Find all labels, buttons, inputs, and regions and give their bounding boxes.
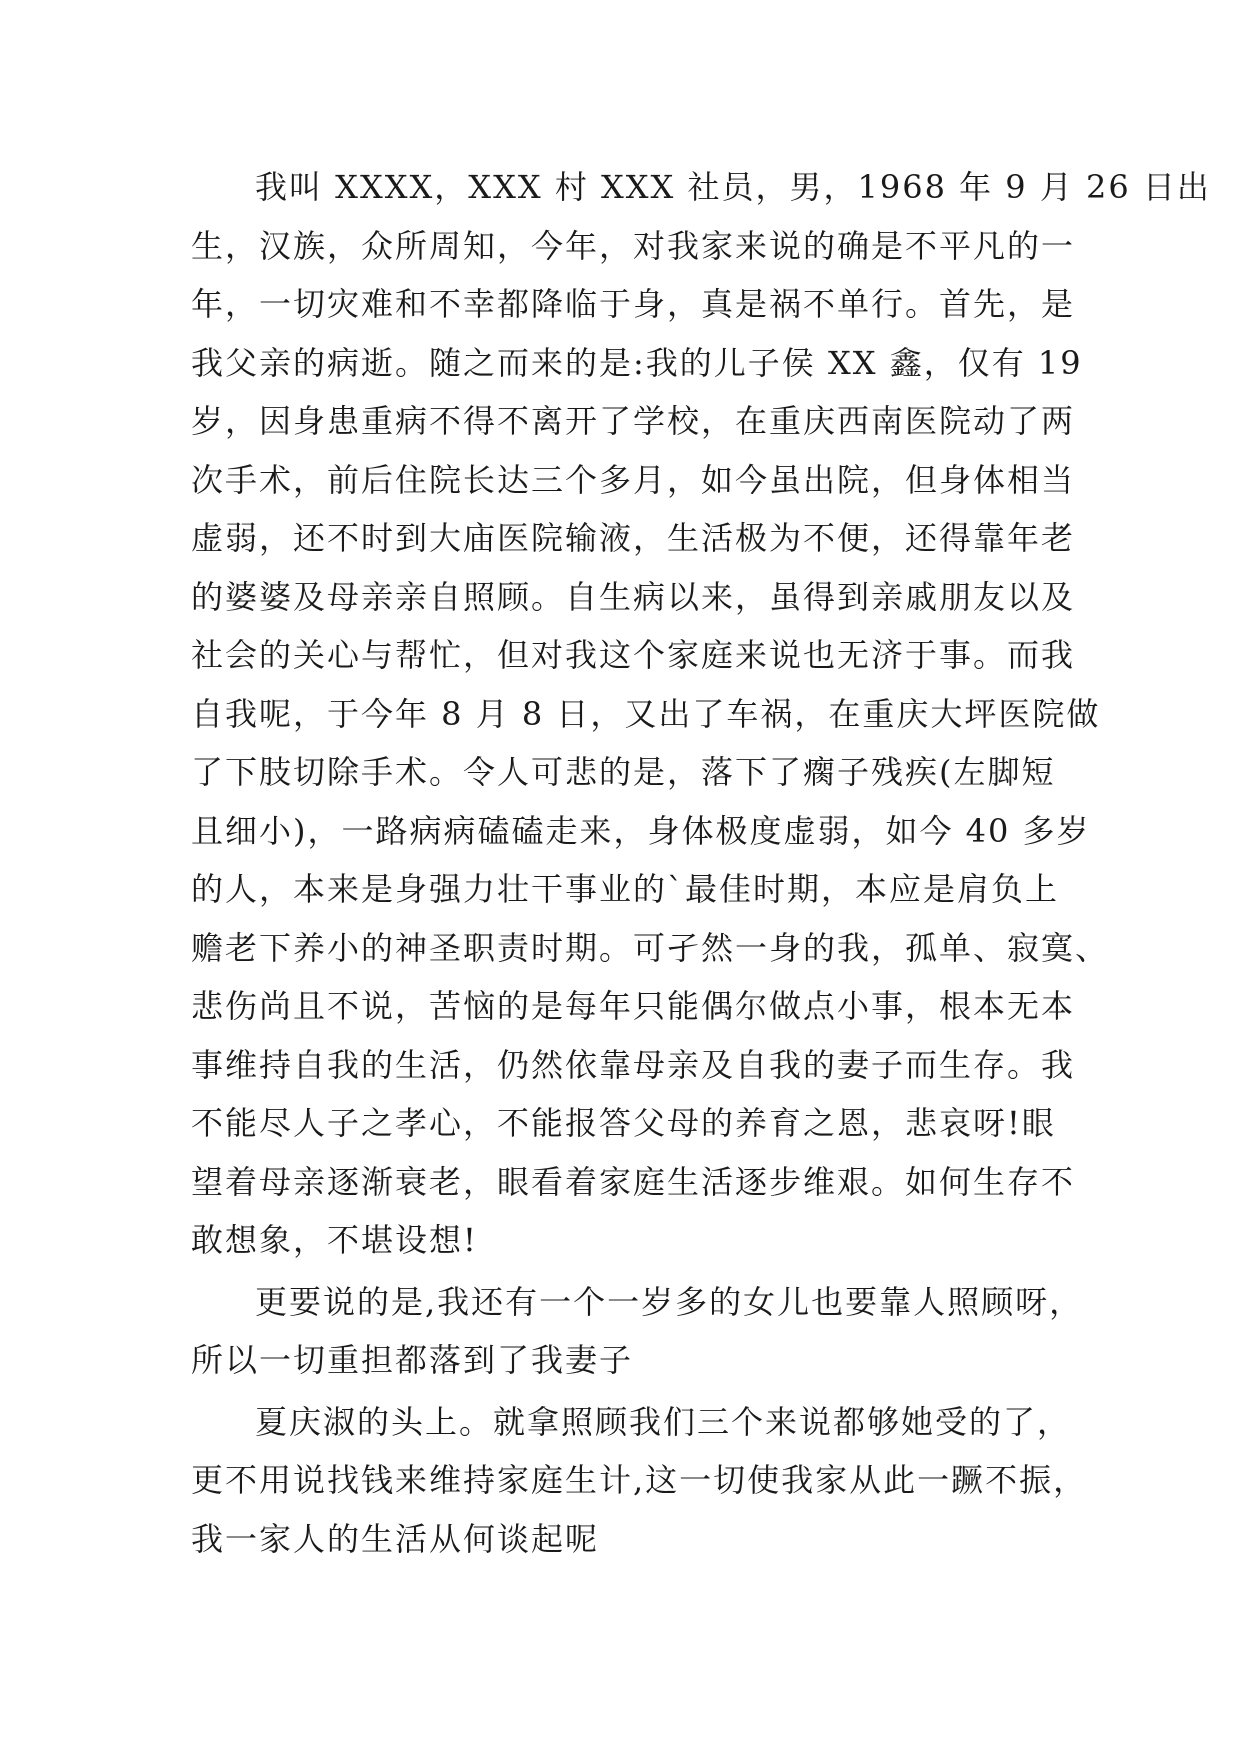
paragraph-1: [191, 158, 1211, 1270]
text-line: 更不用说找钱来维持家庭生计,这一切使我家从此一蹶不振，: [191, 1461, 1088, 1499]
text-line: 赡老下养小的神圣职责时期。可孑然一身的我，孤单、寂寞、: [191, 928, 1110, 967]
text-line: 的婆婆及母亲亲自照顾。自生病以来，虽得到亲戚朋友以及: [191, 577, 1076, 616]
paragraph-3: [191, 1393, 1088, 1569]
text-line: 所以一切重担都落到了我妻子: [191, 1341, 634, 1379]
text-line: 望着母亲逐渐衰老，眼看着家庭生活逐步维艰。如何生存不: [191, 1162, 1076, 1201]
document-body: [191, 158, 1211, 1568]
text-line: 的人，本来是身强力壮干事业的`最佳时期，本应是肩负上: [191, 870, 1060, 908]
text-line: 次手术，前后住院长达三个多月，如今虽出院，但身体相当: [191, 460, 1076, 499]
text-line: 岁，因身患重病不得不离开了学校，在重庆西南医院动了两: [191, 402, 1076, 440]
text-line: 更要说的是,我还有一个一岁多的女儿也要靠人照顾呀，: [255, 1282, 1084, 1321]
text-line: 敢想象，不堪设想!: [191, 1221, 478, 1259]
text-line: 不能尽人子之孝心，不能报答父母的养育之恩，悲哀呀!眼: [191, 1104, 1056, 1142]
text-line: 社会的关心与帮忙，但对我这个家庭来说也无济于事。而我: [191, 636, 1076, 674]
text-line: 且细小)，一路病病磕磕走来，身体极度虚弱，如今 40 多岁: [191, 811, 1091, 850]
text-line: 虚弱，还不时到大庙医院输液，生活极为不便，还得靠年老: [191, 519, 1076, 557]
text-line: 悲伤尚且不说，苦恼的是每年只能偶尔做点小事，根本无本: [191, 987, 1076, 1025]
text-line: 了下肢切除手术。令人可悲的是，落下了瘸子残疾(左脚短: [191, 753, 1056, 791]
text-line: 事维持自我的生活，仍然依靠母亲及自我的妻子而生存。我: [191, 1045, 1076, 1084]
text-line: 自我呢，于今年 8 月 8 日，又出了车祸，在重庆大坪医院做: [191, 694, 1101, 733]
text-line: 夏庆淑的头上。就拿照顾我们三个来说都够她受的了，: [255, 1402, 1072, 1441]
paragraph-2: [191, 1273, 1084, 1390]
text-line: 我父亲的病逝。随之而来的是:我的儿子侯 XX 鑫，仅有 19: [191, 343, 1083, 382]
text-line: 我一家人的生活从何谈起呢: [191, 1519, 600, 1558]
text-line: 年，一切灾难和不幸都降临于身，真是祸不单行。首先，是: [191, 285, 1076, 323]
text-line: 生，汉族，众所周知，今年，对我家来说的确是不平凡的一: [191, 226, 1076, 265]
text-line: 我叫 XXXX，XXX 村 XXX 社员，男，1968 年 9 月 26 日出: [255, 168, 1211, 206]
